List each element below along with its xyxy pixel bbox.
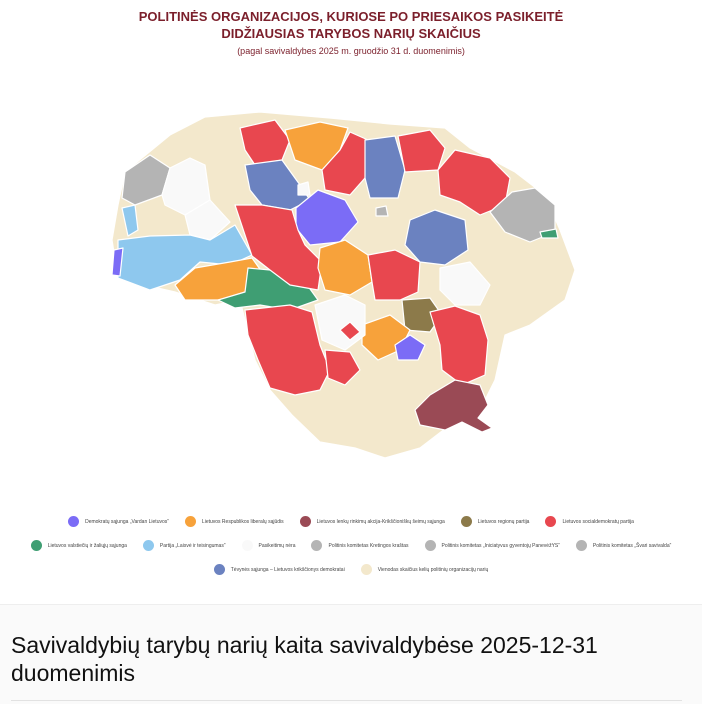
legend-item-pasikeitimu-nera[interactable]	[242, 540, 296, 551]
footer-panel	[0, 604, 702, 704]
legend-label: Tėvynės sąjunga – Lietuvos krikščionys demokratai	[230, 566, 345, 573]
legend-label: Lietuvos lenkų rinkimų akcija-Krikščioniškų šeimų sąjunga	[316, 518, 445, 525]
region-grey-small[interactable]	[376, 206, 388, 216]
legend-item-valstieciai[interactable]	[31, 540, 127, 551]
map-legend	[20, 516, 682, 575]
legend-label: Partija „Laisvė ir teisingumas“	[159, 542, 226, 549]
legend-label: Lietuvos Respublikos liberalų sąjūdis	[201, 518, 284, 525]
footer-divider	[11, 700, 682, 701]
map-title-line1: POLITINĖS ORGANIZACIJOS, KURIOSE PO PRIESAIKOS PASIKEITĖ	[138, 9, 564, 24]
legend-swatch	[143, 540, 154, 551]
legend-item-demokratu-sajunga[interactable]	[68, 516, 169, 527]
legend-swatch	[361, 564, 372, 575]
legend-item-panevezys-komitetas[interactable]	[425, 540, 560, 551]
legend-swatch	[311, 540, 322, 551]
legend-swatch	[300, 516, 311, 527]
region-white-small[interactable]	[298, 182, 310, 195]
legend-item-socialdemokratai[interactable]	[545, 516, 633, 527]
legend-label: Demokratų sąjunga „Vardan Lietuvos“	[85, 518, 169, 525]
footer-title: Savivaldybių tarybų narių kaita savivaldybėse 2025-12-31 duomenimis	[11, 632, 598, 686]
legend-swatch	[214, 564, 225, 575]
legend-swatch	[185, 516, 196, 527]
legend-label: Politinis komitetas „Švari savivalda“	[592, 542, 672, 549]
legend-swatch	[461, 516, 472, 527]
legend-swatch	[242, 540, 253, 551]
legend-swatch	[425, 540, 436, 551]
legend-item-vienodas-skaicius[interactable]	[361, 564, 489, 575]
legend-label: Lietuvos valstiečių ir žaliųjų sąjunga	[47, 542, 127, 549]
legend-swatch	[31, 540, 42, 551]
legend-swatch	[68, 516, 79, 527]
legend-item-kretingos-krastas[interactable]	[311, 540, 408, 551]
legend-item-liberalu-sajudis[interactable]	[185, 516, 284, 527]
legend-item-laisve-teisingumas[interactable]	[143, 540, 226, 551]
legend-label: Pasikeitimų nėra	[258, 542, 296, 549]
legend-item-regionu-partija[interactable]	[461, 516, 530, 527]
legend-item-lenku-akcija[interactable]	[300, 516, 445, 527]
legend-label: Politinis komitetas „Iniciatyvus gyventojų PanevėžYS“	[441, 542, 560, 549]
legend-swatch	[576, 540, 587, 551]
map-subtitle: (pagal savivaldybes 2025 m. gruodžio 31 d. duomenimis)	[237, 46, 465, 56]
legend-label: Lietuvos regionų partija	[477, 518, 530, 525]
legend-label: Politinis komitetas Kretingos kraštas	[328, 542, 409, 549]
map-title-line2: DIDŽIAUSIAS TARYBOS NARIŲ SKAIČIUS	[221, 26, 481, 41]
legend-item-svari-savivalda[interactable]	[576, 540, 671, 551]
legend-swatch	[545, 516, 556, 527]
legend-item-tevynes-sajunga[interactable]	[214, 564, 345, 575]
legend-label: Lietuvos socialdemokratų partija	[562, 518, 634, 525]
legend-label: Vienodas skaičius kelių politinių organizacijų narių	[377, 566, 489, 573]
